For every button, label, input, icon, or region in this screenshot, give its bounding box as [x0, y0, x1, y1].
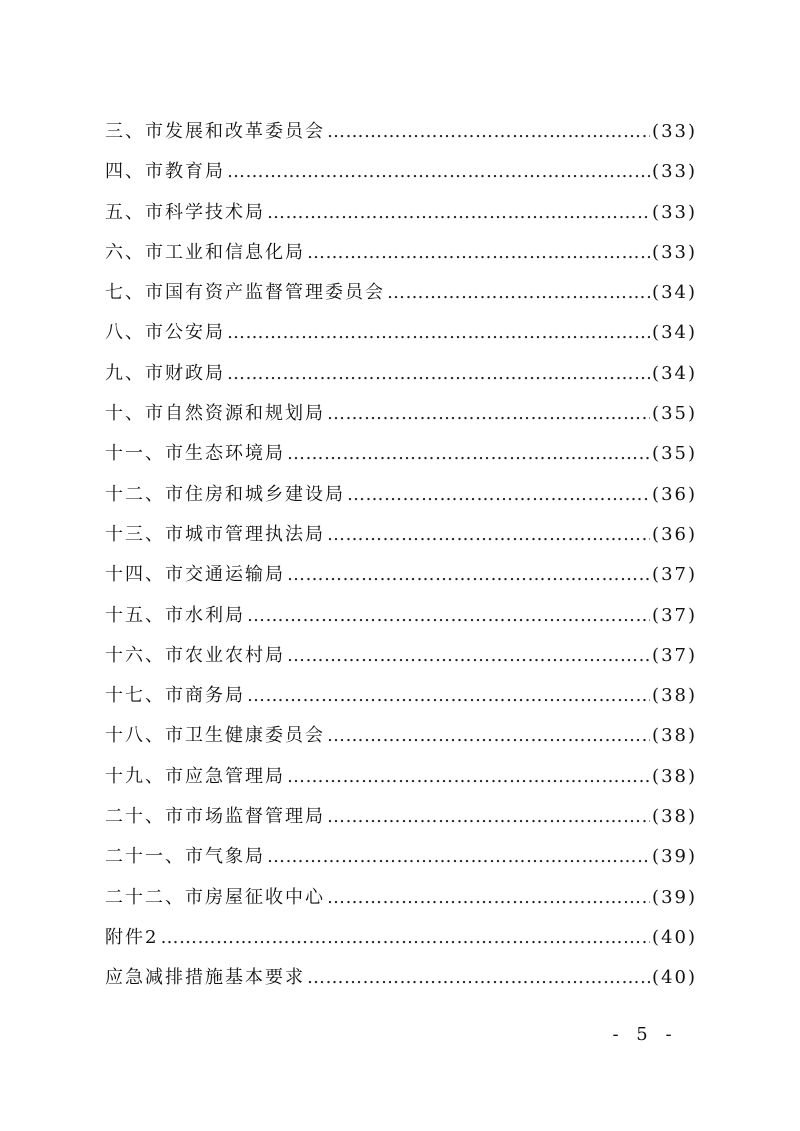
toc-entry-page: (37): [652, 564, 697, 586]
toc-entry-page: (34): [652, 322, 697, 344]
toc-entry-page: (36): [652, 483, 697, 505]
toc-entry-title: 二十一、市气象局: [105, 846, 265, 868]
toc-entry: [105, 837, 697, 877]
toc-entry-title: 二十二、市房屋征收中心: [105, 886, 325, 908]
toc-entry-title: 二十、市市场监督管理局: [105, 806, 325, 828]
toc-entry-page: (40): [652, 967, 697, 989]
toc-entry-page: (34): [652, 282, 697, 304]
toc-entry: [105, 112, 697, 152]
toc-dot-leader: [287, 636, 650, 676]
toc-entry: [105, 233, 697, 273]
toc-entry-page: (37): [652, 604, 697, 626]
toc-entry-title: 八、市公安局: [105, 322, 225, 344]
toc-entry-title: 三、市发展和改革委员会: [105, 121, 325, 142]
toc-entry-title: 十八、市卫生健康委员会: [105, 725, 325, 747]
toc-entry-page: (35): [652, 443, 697, 465]
toc-entry: [105, 515, 697, 555]
toc-dot-leader: [387, 273, 650, 313]
toc-dot-leader: [347, 475, 650, 515]
toc-entry: [105, 636, 697, 676]
toc-entry-title: 十一、市生态环境局: [105, 443, 285, 465]
toc-entry-title: 十、市自然资源和规划局: [105, 403, 325, 425]
toc-entry-title: 七、市国有资产监督管理委员会: [105, 282, 385, 304]
toc-entry-page: (38): [652, 765, 697, 787]
toc-dot-leader: [267, 193, 650, 233]
toc-entry: [105, 716, 697, 756]
toc-dot-leader: [160, 918, 650, 958]
toc-entry: [105, 676, 697, 716]
toc-dot-leader: [267, 837, 650, 877]
toc-entry-title: 应急减排措施基本要求: [105, 967, 305, 989]
toc-entry-page: (37): [652, 644, 697, 666]
toc-dot-leader: [227, 152, 650, 192]
toc-dot-leader: [327, 716, 650, 756]
toc-entry: [105, 152, 697, 192]
toc-entry: [105, 918, 697, 958]
toc-entry: [105, 596, 697, 636]
toc-entry: [105, 354, 697, 394]
toc-entry-page: (38): [652, 685, 697, 707]
toc-entry: [105, 797, 697, 837]
toc-entry-page: (33): [652, 201, 697, 223]
toc-entry: [105, 193, 697, 233]
toc-entry-page: (33): [652, 161, 697, 183]
toc-dot-leader: [247, 596, 650, 636]
toc-entry-title: 十六、市农业农村局: [105, 644, 285, 666]
toc-entry-title: 十九、市应急管理局: [105, 765, 285, 787]
toc-dot-leader: [287, 434, 650, 474]
toc-dot-leader: [327, 878, 650, 918]
table-of-contents: [105, 112, 697, 999]
toc-entry-page: (33): [652, 241, 697, 263]
toc-dot-leader: [307, 233, 650, 273]
toc-entry: [105, 313, 697, 353]
toc-dot-leader: [247, 676, 650, 716]
toc-entry-title: 十七、市商务局: [105, 685, 245, 707]
toc-entry-title: 五、市科学技术局: [105, 201, 265, 223]
toc-dot-leader: [227, 354, 650, 394]
toc-entry-title: 十四、市交通运输局: [105, 564, 285, 586]
toc-entry: [105, 475, 697, 515]
toc-entry-page: (39): [652, 886, 697, 908]
toc-entry: [105, 878, 697, 918]
toc-entry-title: 六、市工业和信息化局: [105, 241, 305, 263]
page-number: - 5 -: [612, 1024, 678, 1045]
toc-entry-page: (35): [652, 403, 697, 425]
toc-entry: [105, 958, 697, 998]
toc-dot-leader: [287, 555, 650, 595]
toc-entry-title: 十三、市城市管理执法局: [105, 523, 325, 545]
toc-dot-leader: [307, 958, 650, 998]
toc-entry-page: (38): [652, 725, 697, 747]
toc-entry-page: (36): [652, 523, 697, 545]
toc-entry-title: 四、市教育局: [105, 161, 225, 183]
toc-entry: [105, 757, 697, 797]
toc-entry: [105, 434, 697, 474]
toc-entry-page: (34): [652, 362, 697, 384]
toc-entry: [105, 394, 697, 434]
toc-dot-leader: [327, 797, 650, 837]
toc-entry-title: 十二、市住房和城乡建设局: [105, 483, 345, 505]
toc-dot-leader: [327, 515, 650, 555]
toc-entry-page: (39): [652, 846, 697, 868]
toc-entry-page: (33): [652, 121, 697, 142]
toc-entry: [105, 555, 697, 595]
toc-entry-page: (38): [652, 806, 697, 828]
toc-entry-title: 附件2: [105, 926, 159, 948]
toc-dot-leader: [327, 112, 650, 152]
toc-entry: [105, 273, 697, 313]
toc-entry-page: (40): [652, 926, 697, 948]
toc-entry-title: 九、市财政局: [105, 362, 225, 384]
toc-dot-leader: [287, 757, 650, 797]
toc-entry-title: 十五、市水利局: [105, 604, 245, 626]
toc-dot-leader: [227, 313, 650, 353]
toc-dot-leader: [327, 394, 650, 434]
